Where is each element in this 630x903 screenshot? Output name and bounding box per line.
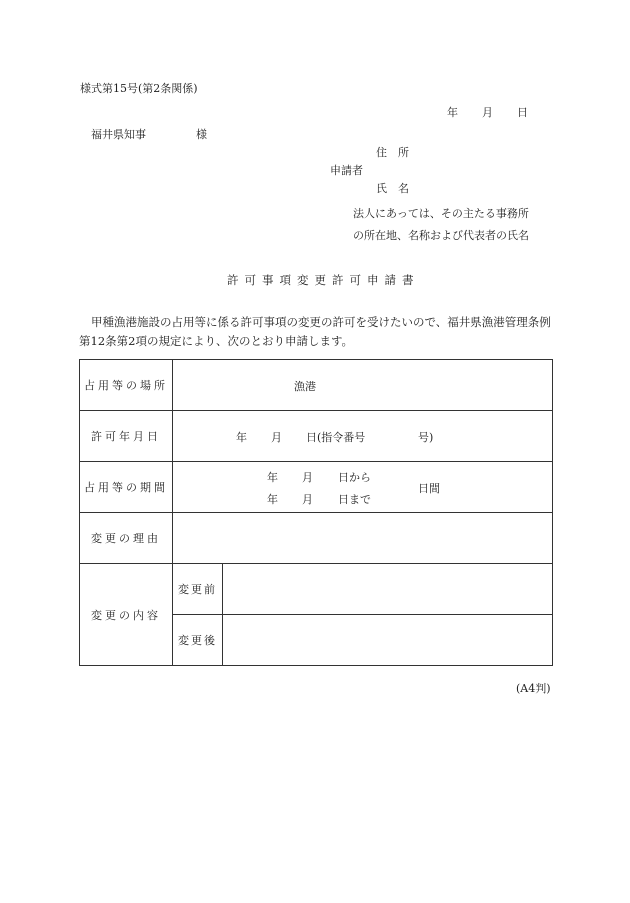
permit-day-number: 日(指令番号 — [306, 431, 366, 444]
document-title: 許可事項変更許可申請書 — [227, 273, 420, 287]
date-year-label: 年 — [447, 106, 458, 119]
table-row-period — [80, 462, 553, 513]
reason-label: 変更の理由 — [80, 513, 173, 564]
paper-size-note: (A4判) — [516, 682, 551, 695]
after-value-cell — [223, 615, 553, 666]
permit-year: 年 — [236, 431, 247, 444]
after-label: 変更後 — [173, 615, 223, 666]
permit-number-suffix: 号) — [418, 431, 434, 444]
table-row-reason — [80, 513, 553, 564]
date-month-label: 月 — [482, 106, 493, 119]
applicant-role-label: 申請者 — [330, 164, 363, 177]
period-to-month: 月 — [302, 493, 313, 506]
reason-value-cell — [173, 513, 553, 564]
period-from-month: 月 — [302, 471, 313, 484]
recipient-honorific: 様 — [196, 128, 207, 141]
before-value-cell — [223, 564, 553, 615]
applicant-note-line1: 法人にあっては、その主たる事務所 — [353, 207, 529, 220]
period-from-day: 日から — [338, 471, 371, 484]
applicant-name-label: 氏 名 — [376, 182, 409, 195]
application-table — [79, 359, 553, 666]
location-value-cell — [173, 360, 553, 411]
location-label: 占用等の場所 — [80, 360, 173, 411]
date-day-label: 日 — [517, 106, 528, 119]
table-row-permit-date — [80, 411, 553, 462]
period-cell — [173, 462, 553, 513]
permit-month: 月 — [271, 431, 282, 444]
recipient-name: 福井県知事 — [91, 128, 146, 141]
table-row-content-before — [80, 564, 553, 615]
period-from-year: 年 — [267, 471, 278, 484]
table-row-location — [80, 360, 553, 411]
period-to-day: 日まで — [338, 493, 371, 506]
permit-date-label: 許可年月日 — [80, 411, 173, 462]
period-to-year: 年 — [267, 493, 278, 506]
permit-date-cell — [173, 411, 553, 462]
period-days: 日間 — [418, 482, 440, 495]
applicant-address-label: 住 所 — [376, 146, 409, 159]
form-number: 様式第15号(第2条関係) — [80, 82, 198, 95]
content-label: 変更の内容 — [80, 564, 173, 666]
applicant-note-line2: の所在地、名称および代表者の氏名 — [353, 229, 529, 242]
period-label: 占用等の期間 — [80, 462, 173, 513]
body-paragraph: 甲種漁港施設の占用等に係る許可事項の変更の許可を受けたいので、福井県漁港管理条例第12条第2項の規定により、次のとおり申請します。 — [79, 315, 551, 348]
location-value: 漁港 — [294, 380, 316, 393]
before-label: 変更前 — [173, 564, 223, 615]
